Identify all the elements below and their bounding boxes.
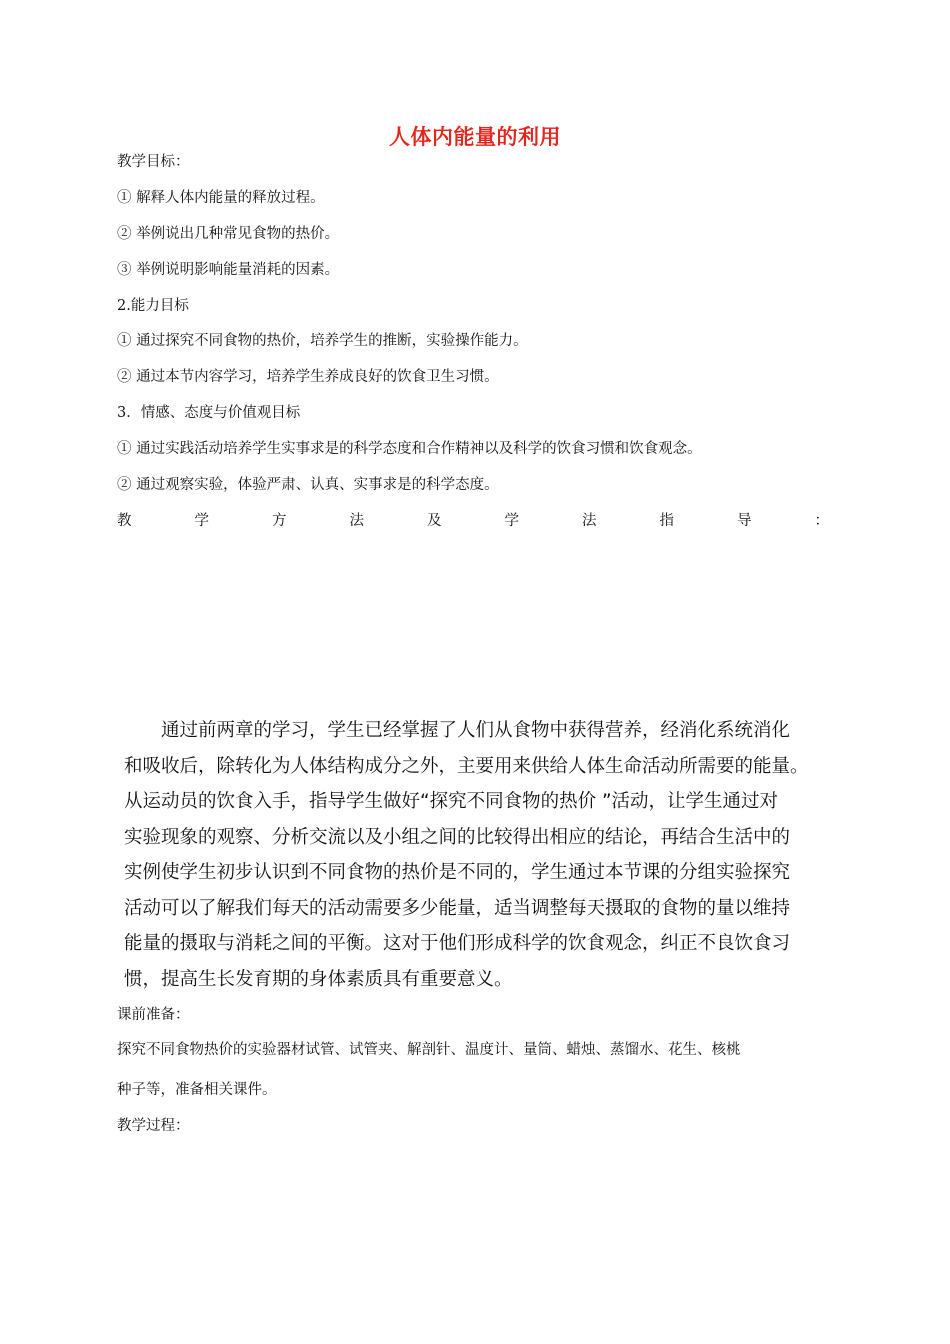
method-paragraph	[124, 713, 830, 997]
goal-item-1: ① 解释人体内能量的释放过程。	[117, 190, 325, 206]
prep-line-2: 种子等，准备相关课件。	[117, 1082, 277, 1098]
process-heading: 教学过程：	[117, 1118, 190, 1134]
paragraph-line: 实验现象的观察、分析交流以及小组之间的比较得出相应的结论，再结合生活中的	[124, 826, 791, 848]
method-heading-char: 法	[582, 513, 597, 529]
paragraph-line: 通过前两章的学习，学生已经掌握了人们从食物中获得营养，经消化系统消化	[161, 720, 791, 741]
ability-heading: 2.能力目标	[117, 298, 189, 314]
method-heading-char: ：	[814, 513, 829, 529]
prep-line-1: 探究不同食物热价的实验器材试管、试管夹、解剖针、温度计、量筒、蜡烛、蒸馏水、花生、核桃	[117, 1042, 741, 1058]
method-heading	[117, 511, 829, 531]
method-heading-char: 导	[737, 513, 752, 529]
paragraph-line: 惯，提高生长发育期的身体素质具有重要意义。	[124, 968, 513, 990]
paragraph-line: 活动可以了解我们每天的活动需要多少能量，适当调整每天摄取的食物的量以维持	[124, 897, 791, 919]
paragraph-line: 实例使学生初步认识到不同食物的热价是不同的，学生通过本节课的分组实验探究	[124, 862, 791, 883]
method-heading-char: 教	[117, 513, 132, 529]
paragraph-line: 能量的摄取与消耗之间的平衡。这对于他们形成科学的饮食观念，纠正不良饮食习	[124, 933, 791, 954]
emotion-heading: 3．情感、态度与价值观目标	[117, 405, 301, 421]
ability-item-1: ① 通过探究不同食物的热价，培养学生的推断，实验操作能力。	[117, 333, 528, 349]
paragraph-line: 和吸收后，除转化为人体结构成分之外，主要用来供给人体生命活动所需要的能量。	[124, 755, 809, 777]
method-heading-char: 及	[427, 513, 442, 529]
method-heading-char: 指	[659, 513, 674, 529]
method-heading-char: 学	[194, 513, 209, 529]
ability-item-2: ② 通过本节内容学习，培养学生养成良好的饮食卫生习惯。	[117, 369, 499, 385]
method-heading-char: 学	[504, 513, 519, 529]
emotion-item-1: ① 通过实践活动培养学生实事求是的科学态度和合作精神以及科学的饮食习惯和饮食观念。	[117, 441, 702, 457]
document-title: 人体内能量的利用	[389, 125, 561, 149]
emotion-item-2: ② 通过观察实验，体验严肃、认真、实事求是的科学态度。	[117, 477, 499, 493]
paragraph-line: 从运动员的饮食入手，指导学生做好“探究不同食物的热价 ”活动，让学生通过对	[124, 791, 779, 812]
goals-heading: 教学目标：	[117, 154, 190, 170]
goal-item-2: ② 举例说出几种常见食物的热价。	[117, 226, 340, 242]
method-heading-char: 法	[349, 513, 364, 529]
goal-item-3: ③ 举例说明影响能量消耗的因素。	[117, 262, 340, 278]
prep-heading: 课前准备：	[117, 1007, 190, 1023]
method-heading-char: 方	[272, 513, 287, 529]
